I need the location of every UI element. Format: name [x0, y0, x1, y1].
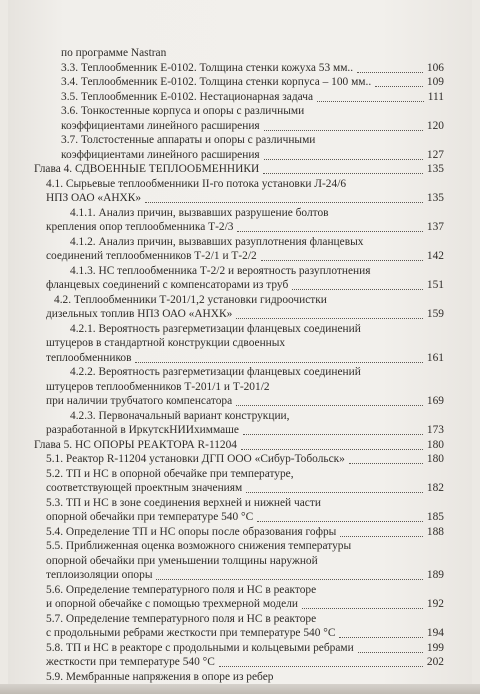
- dot-leader: [264, 130, 423, 131]
- toc-entry-text: при наличии трубчатого компенсатора: [46, 395, 233, 408]
- toc-page-number: 142: [426, 250, 444, 263]
- toc-page-number: 202: [426, 656, 444, 669]
- dot-leader: [302, 608, 423, 609]
- dot-leader: [340, 536, 423, 537]
- toc-page-number: 109: [426, 76, 444, 89]
- toc-entry-text: штуцеров теплообменников Т-201/1 и Т-201/2: [46, 380, 270, 393]
- dot-leader: [358, 652, 423, 653]
- toc-entry-text: фланцевых соединений с компенсаторами из труб: [46, 279, 289, 292]
- dot-leader: [349, 463, 423, 464]
- toc-entry-text: 5.3. ТП и НС в зоне соединения верхней и нижней части: [46, 496, 321, 509]
- toc-entry-text: штуцеров в стандартной конструкции сдвоенных: [46, 337, 286, 350]
- toc-entry-text: и опорной обечайке с помощью трехмерной модели: [46, 598, 299, 611]
- toc-entry-text: коэффициентами линейного расширения: [61, 148, 260, 161]
- dot-leader: [263, 173, 423, 174]
- dot-leader: [236, 405, 423, 406]
- toc-entry-text: 5.9. Мембранные напряжения в опоре из ребер: [46, 671, 274, 683]
- toc-page-number: 137: [426, 221, 444, 234]
- toc-entry-text: коэффициентами линейного расширения: [61, 119, 260, 132]
- toc-page-number: 182: [426, 482, 444, 495]
- toc-entry-text: разработанной в ИркутскНИИхиммаше: [46, 424, 239, 437]
- toc-entry-text: 5.8. ТП и НС в реакторе с продольными и кольцевыми ребрами: [46, 641, 354, 654]
- toc-entry-text: теплоизоляции опоры: [46, 569, 153, 582]
- toc-page-number: 106: [426, 61, 444, 74]
- toc-page-number: 194: [426, 627, 444, 640]
- toc-page-number: 192: [426, 598, 444, 611]
- toc-entry-text: 5.7. Определение температурного поля и НС в реакторе: [46, 612, 317, 625]
- toc-entry-text: 5.1. Реактор R-11204 установки ДГП ООО «Сибур-Тобольск»: [46, 453, 345, 466]
- toc-entry-text: по программе Nastran: [61, 47, 167, 59]
- toc-entry-text: опорной обечайки при уменьшении толщины наружной: [46, 554, 318, 567]
- toc-entry-text: соединений теплообменников Т-2/1 и Т-2/2: [46, 250, 257, 263]
- dot-leader: [243, 434, 423, 435]
- toc-entry-text: 3.7. Толстостенные аппараты и опоры с различными: [61, 134, 316, 147]
- dot-leader: [261, 260, 423, 261]
- toc-entry-text: крепления опор теплообменника Т-2/3: [46, 221, 234, 234]
- toc-entry-text: 3.4. Теплообменник Е-0102. Толщина стенки корпуса – 100 мм..: [61, 76, 372, 89]
- toc-page-number: 135: [426, 163, 444, 176]
- toc-entry-text: 3.5. Теплообменник Е-0102. Нестационарная задача: [61, 90, 314, 103]
- toc-entry-text: 4.1.1. Анализ причин, вызвавших разрушение болтов: [70, 206, 329, 219]
- toc-entry-text: 4.1.3. НС теплообменника Т-2/2 и вероятность разуплотнения: [70, 264, 371, 277]
- toc-page-number: 173: [426, 424, 444, 437]
- toc-entry-text: Глава 4. СДВОЕННЫЕ ТЕПЛООБМЕННИКИ: [34, 163, 260, 176]
- toc-entry-text: 5.2. ТП и НС в опорной обечайке при температуре,: [46, 467, 294, 480]
- toc-page-number: 135: [426, 192, 444, 205]
- toc-page-number: 151: [426, 279, 444, 292]
- dot-leader: [292, 289, 423, 290]
- dot-leader: [236, 318, 423, 319]
- dot-leader: [246, 492, 423, 493]
- dot-leader: [219, 666, 423, 667]
- dot-leader: [145, 202, 423, 203]
- dot-leader: [237, 231, 423, 232]
- dot-leader: [264, 159, 423, 160]
- toc-entry-text: 4.1.2. Анализ причин, вызвавших разуплотнения фланцевых: [70, 235, 364, 248]
- toc-entry-text: 4.1. Сырьевые теплообменники II-го потока установки Л-24/6: [46, 177, 347, 190]
- toc-entry-text: 4.2.1. Вероятность разгерметизации фланцевых соединений: [70, 322, 361, 335]
- toc-page-number: 180: [426, 453, 444, 466]
- toc-entry-text: 3.3. Теплообменник Е-0102. Толщина стенки кожуха 53 мм..: [61, 61, 354, 74]
- toc-page-number: 169: [426, 395, 444, 408]
- toc-page-number: 159: [426, 308, 444, 321]
- dot-leader: [135, 362, 423, 363]
- dot-leader: [375, 86, 423, 87]
- toc-page-number: 185: [426, 511, 444, 524]
- toc-entry-text: 3.6. Тонкостенные корпуса и опоры с различными: [61, 105, 305, 118]
- toc-page-number: 127: [426, 148, 444, 161]
- toc-page-number: 180: [426, 438, 444, 451]
- toc-page-number: 188: [426, 525, 444, 538]
- toc-entry-text: с продольными ребрами жесткости при температуре 540 °С: [46, 627, 336, 640]
- toc-page-number: 161: [426, 351, 444, 364]
- page-edge-shadow: [0, 684, 480, 694]
- toc-page-number: 111: [427, 90, 444, 103]
- dot-leader: [339, 637, 423, 638]
- dot-leader: [257, 521, 423, 522]
- toc-entry-text: Глава 5. НС ОПОРЫ РЕАКТОРА R-11204: [34, 438, 237, 451]
- toc-entry-text: 4.2.3. Первоначальный вариант конструкции,: [70, 409, 290, 422]
- toc-entry-text: опорной обечайки при температуре 540 °С: [46, 511, 254, 524]
- dot-leader: [156, 579, 423, 580]
- toc-page-number: 189: [426, 569, 444, 582]
- toc-entry-text: теплообменников: [46, 351, 132, 364]
- toc-entry-text: жесткости при температуре 540 °С: [46, 656, 215, 669]
- toc-entry-text: НПЗ ОАО «АНХК»: [46, 192, 142, 205]
- toc-entry-text: 5.4. Определение ТП и НС опоры после образования гофры: [46, 525, 337, 538]
- toc-page-number: 199: [426, 641, 444, 654]
- toc-entry-text: дизельных топлив НПЗ ОАО «АНХК»: [46, 308, 233, 321]
- toc-entry-text: 5.6. Определение температурного поля и НС в реакторе: [46, 583, 317, 596]
- toc-entry-text: 4.2. Теплообменники Т-201/1,2 установки гидроочистки: [54, 293, 327, 306]
- toc-page-number: 120: [426, 119, 444, 132]
- dot-leader: [317, 101, 424, 102]
- toc-entry-text: 5.5. Приближенная оценка возможного снижения температуры: [46, 540, 352, 553]
- dot-leader: [357, 72, 423, 73]
- toc-entry-text: 4.2.2. Вероятность разгерметизации фланцевых соединений: [70, 366, 361, 379]
- dot-leader: [241, 449, 423, 450]
- toc-entry-text: соответствующей проектным значениям: [46, 482, 243, 495]
